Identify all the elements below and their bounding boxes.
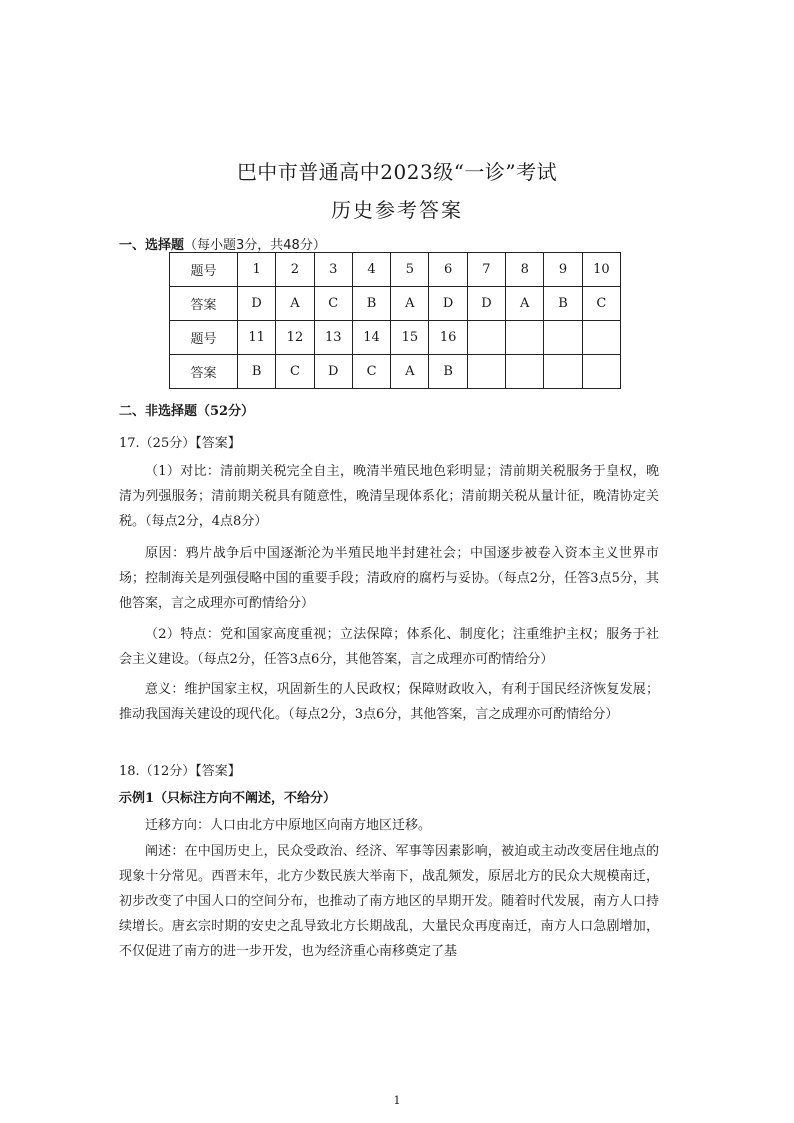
q17-part2-features: （2）特点：党和国家高度重视；立法保障；体系化、制度化；注重维护主权；服务于社会主义建设。（每点2分，任答3点6分，其他答案，言之成理亦可酌情给分）: [119, 627, 659, 667]
table-row: [170, 355, 621, 389]
answer-cell: D: [238, 287, 276, 321]
q-num: 7: [467, 253, 505, 287]
answer-cell: B: [238, 355, 276, 389]
page-subtitle: 历史参考答案: [331, 198, 463, 222]
answer-cell: C: [352, 355, 390, 389]
answer-cell: C: [582, 287, 620, 321]
section-1-note: （每小题3分，共48分）: [184, 238, 326, 253]
empty-cell: [544, 355, 582, 389]
q-num: 8: [506, 253, 544, 287]
q-num: 16: [429, 321, 467, 355]
answer-cell: D: [314, 355, 352, 389]
empty-cell: [506, 321, 544, 355]
page-number: 1: [393, 1094, 401, 1107]
answer-cell: A: [506, 287, 544, 321]
q-num: 3: [314, 253, 352, 287]
q17-part1-reasons: 原因：鸦片战争后中国逐渐沦为半殖民地半封建社会；中国逐步被卷入资本主义世界市场；控制海关是列强侵略中国的重要手段；清政府的腐朽与妥协。（每点2分，任答3点5分，其他答案，言之成理亦可酌情给分）: [119, 546, 659, 611]
q-num: 2: [276, 253, 314, 287]
answer-cell: A: [391, 355, 429, 389]
q17-part1-comparison: （1）对比：清前期关税完全自主，晚清半殖民地色彩明显；清前期关税服务于皇权，晚清为列强服务；清前期关税具有随意性，晚清呈现体系化；清前期关税从量计征，晚清协定关税。（每点2分，4点8分）: [119, 464, 659, 529]
section-1-label: 一、选择题: [119, 238, 185, 253]
answer-cell: B: [429, 355, 467, 389]
table-row: [170, 321, 621, 355]
section-1-heading: [119, 234, 326, 253]
empty-cell: [467, 355, 505, 389]
q-num: 12: [276, 321, 314, 355]
q18-heading: 18.（12分）【答案】: [119, 764, 241, 779]
empty-cell: [582, 355, 620, 389]
table-row: [170, 253, 621, 287]
answer-table: [169, 252, 621, 389]
answer-cell: B: [544, 287, 582, 321]
row-label: 题号: [170, 253, 238, 287]
q-num: 9: [544, 253, 582, 287]
q18-example-label: 示例1（只标注方向不阐述，不给分）: [119, 791, 337, 806]
row-label: 题号: [170, 321, 238, 355]
q-num: 1: [238, 253, 276, 287]
table-row: [170, 287, 621, 321]
empty-cell: [506, 355, 544, 389]
q-num: 14: [352, 321, 390, 355]
q18-direction: 迁移方向：人口由北方中原地区向南方地区迁移。: [145, 818, 432, 833]
row-label: 答案: [170, 287, 238, 321]
answer-cell: D: [467, 287, 505, 321]
empty-cell: [582, 321, 620, 355]
empty-cell: [544, 321, 582, 355]
q-num: 13: [314, 321, 352, 355]
answer-cell: B: [352, 287, 390, 321]
row-label: 答案: [170, 355, 238, 389]
q18-explanation: 阐述：在中国历史上，民众受政治、经济、军事等因素影响，被迫或主动改变居住地点的现象十分常见。西晋末年，北方少数民族大举南下，战乱频发，原居北方的民众大规模南迁，初步改变了中国人口的空间分布，也推动了南方地区的早期开发。随着时代发展，南方人口持续增长。唐玄宗时期的安史之乱导致北方长期战乱，大量民众再度南迁，南方人口急剧增加，不仅促进了南方的进一步开发，也为经济重心南移奠定了基: [119, 844, 659, 959]
answer-cell: A: [276, 287, 314, 321]
q-num: 10: [582, 253, 620, 287]
q-num: 5: [391, 253, 429, 287]
answer-cell: C: [276, 355, 314, 389]
empty-cell: [467, 321, 505, 355]
page-title: 巴中市普通高中2023级“一诊”考试: [236, 160, 558, 184]
answer-cell: D: [429, 287, 467, 321]
answer-cell: C: [314, 287, 352, 321]
q-num: 4: [352, 253, 390, 287]
section-2-heading: 二、非选择题（52分）: [119, 404, 255, 419]
q-num: 11: [238, 321, 276, 355]
q17-part2-significance: 意义：维护国家主权，巩固新生的人民政权；保障财政收入，有利于国民经济恢复发展；推动我国海关建设的现代化。（每点2分，3点6分，其他答案，言之成理亦可酌情给分）: [119, 682, 659, 722]
q-num: 15: [391, 321, 429, 355]
q-num: 6: [429, 253, 467, 287]
q17-heading: 17.（25分）【答案】: [119, 436, 241, 451]
answer-cell: A: [391, 287, 429, 321]
